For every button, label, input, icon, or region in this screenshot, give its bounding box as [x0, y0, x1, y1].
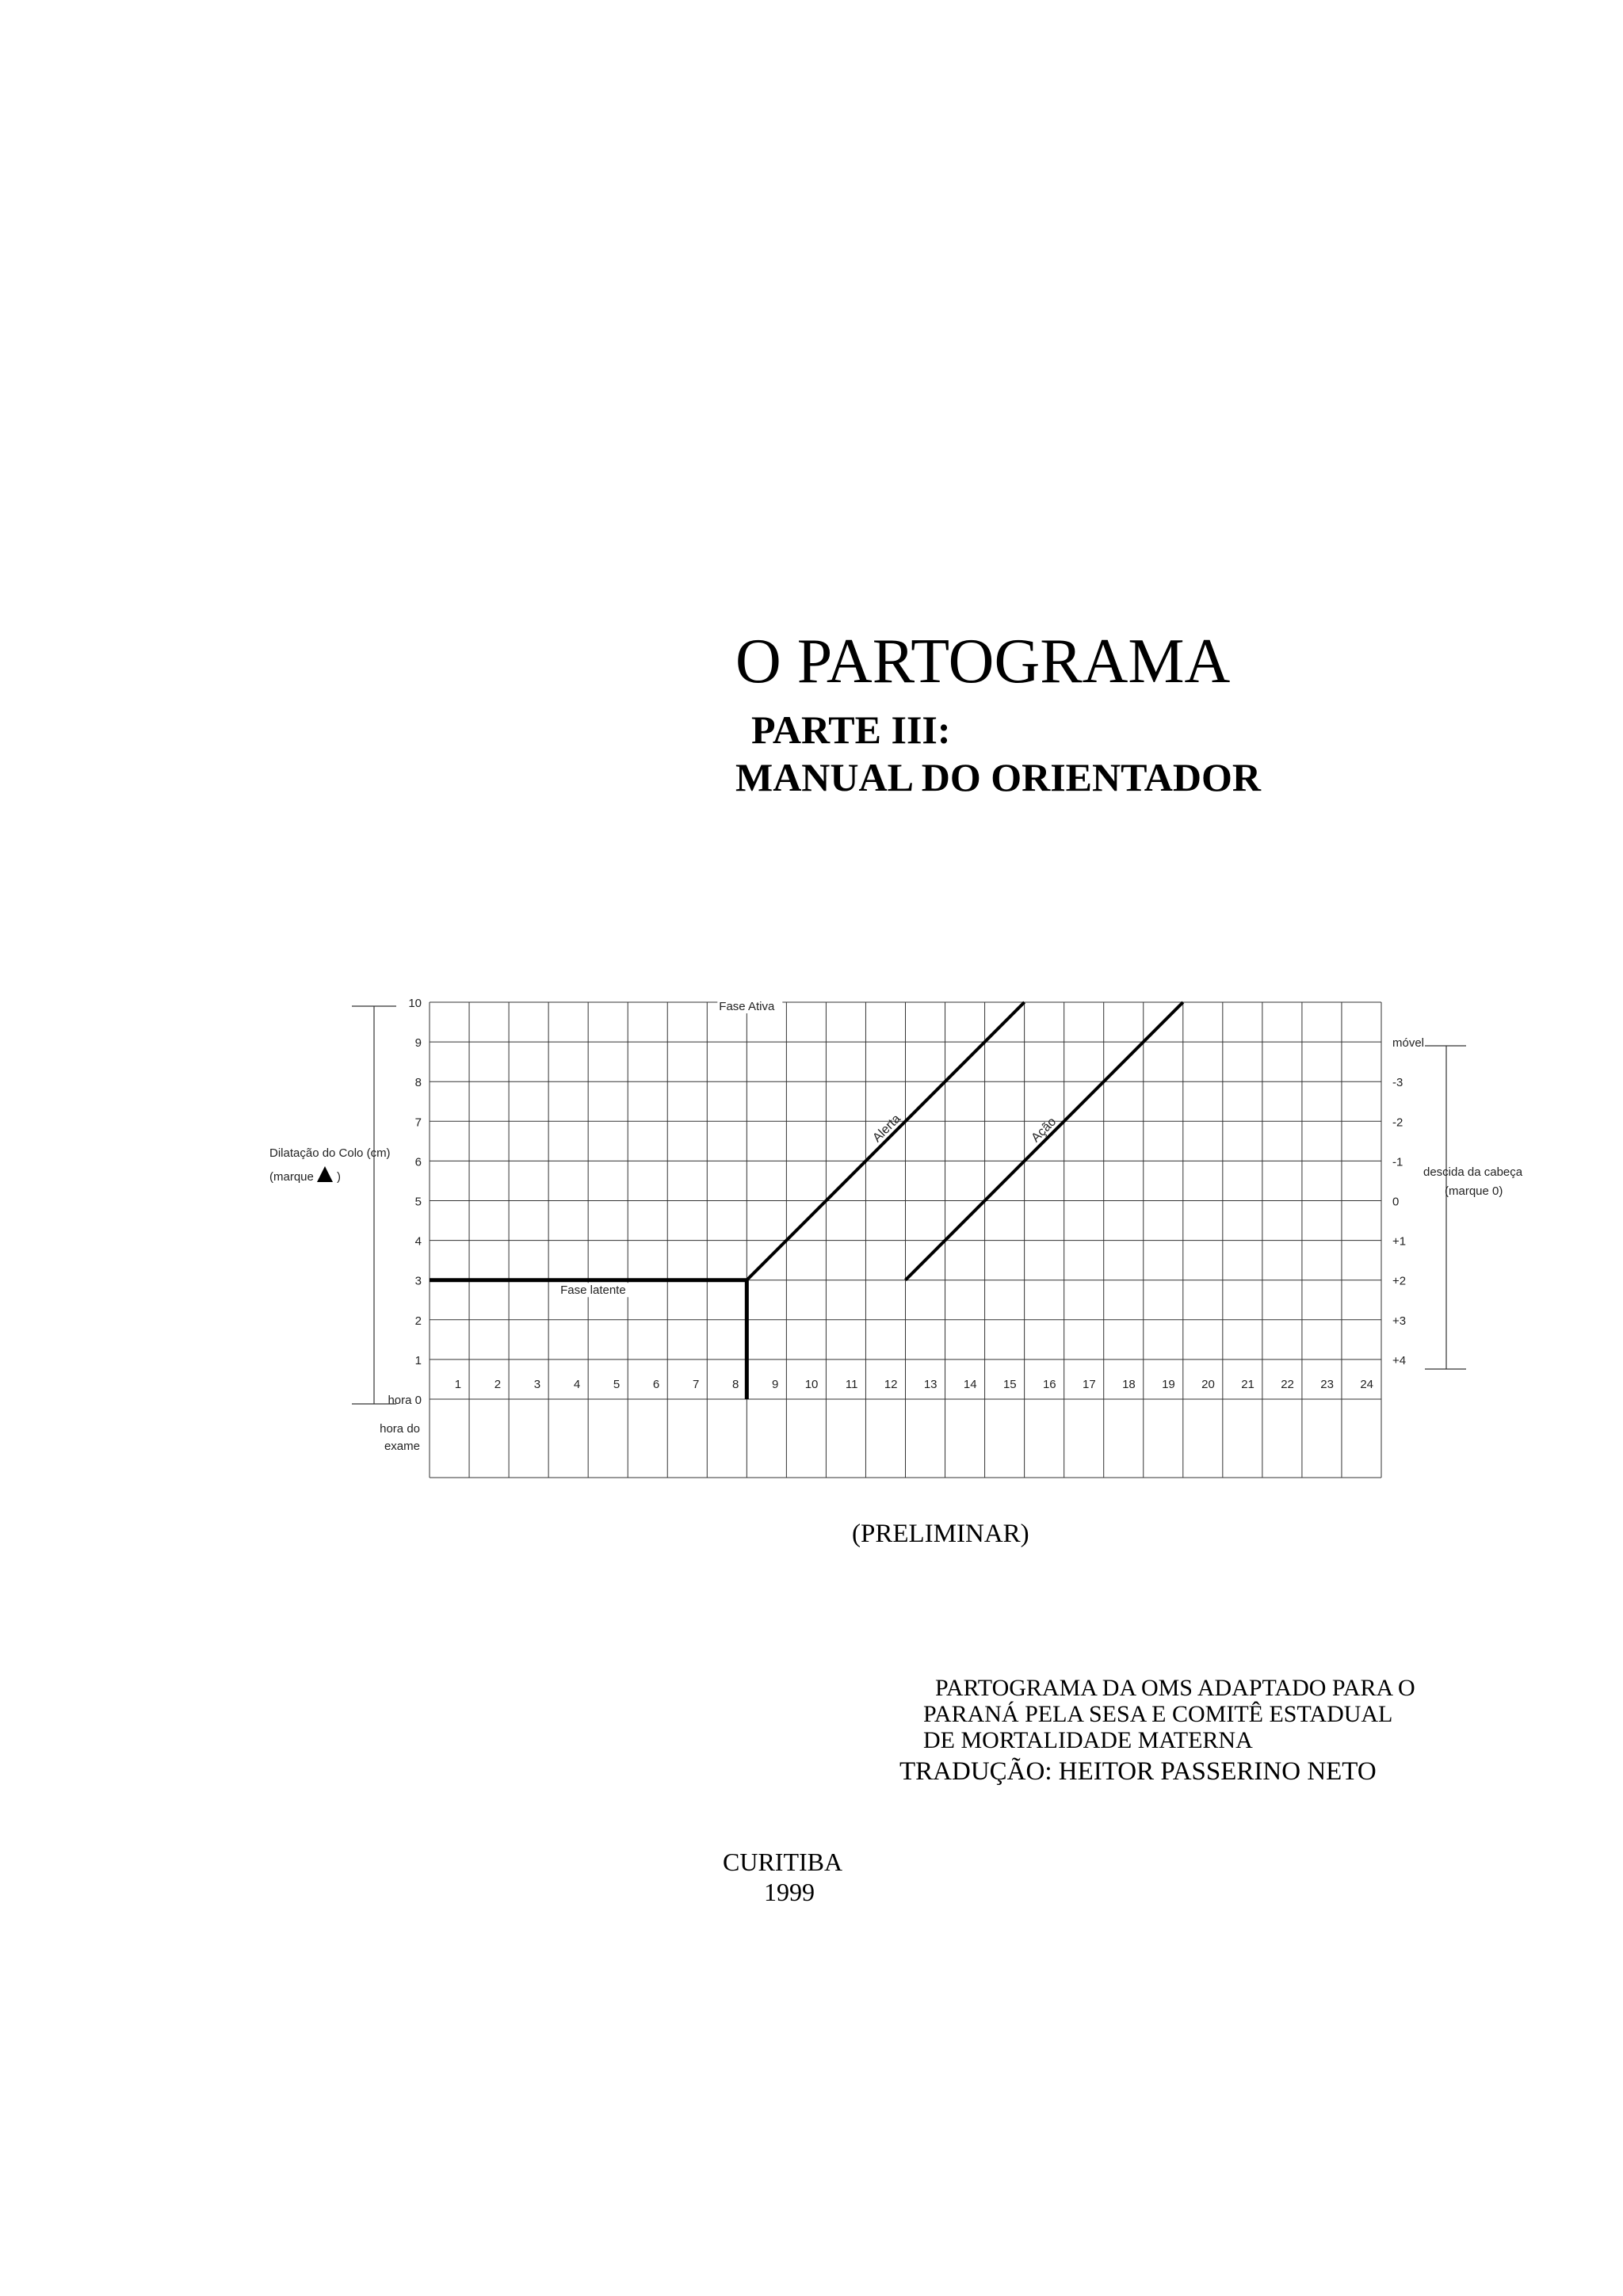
x-tick-label: 2 — [494, 1377, 502, 1391]
document-subtitle-part: PARTE III: — [751, 707, 951, 752]
city: CURITIBA — [723, 1848, 843, 1876]
x-tick-label: 15 — [1002, 1377, 1017, 1391]
credit-line-2: PARANÁ PELA SESA E COMITÊ ESTADUAL — [923, 1701, 1393, 1727]
y-tick-label-left: 3 — [414, 1274, 422, 1288]
series-line-acao — [906, 1002, 1183, 1280]
y-tick-label-left: 2 — [414, 1314, 422, 1328]
y-tick-label-right: +3 — [1392, 1314, 1407, 1328]
y-tick-label-left: 7 — [414, 1116, 422, 1130]
y-tick-label-right: -3 — [1392, 1076, 1403, 1090]
x-tick-label: 22 — [1281, 1377, 1294, 1391]
y-axis-label-left: Dilatação do Colo (cm) — [269, 1146, 391, 1160]
y-tick-label-right: 0 — [1392, 1195, 1400, 1209]
x-tick-label: 20 — [1201, 1377, 1215, 1391]
y-tick-label-left: 10 — [408, 997, 422, 1010]
y-tick-label-left: 9 — [414, 1036, 422, 1051]
credit-line-1: PARTOGRAMA DA OMS ADAPTADO PARA O — [935, 1675, 1415, 1701]
x-tick-label: 11 — [845, 1377, 858, 1391]
x-tick-label: 1 — [454, 1377, 462, 1391]
y-tick-label-left: 1 — [414, 1353, 422, 1367]
triangle-marker-icon — [317, 1166, 333, 1182]
x-tick-label: 3 — [533, 1377, 541, 1391]
annotation-label: Fase Ativa — [719, 1000, 775, 1014]
year: 1999 — [764, 1878, 815, 1906]
x-tick-label: 4 — [573, 1377, 581, 1391]
x-tick-label: 9 — [772, 1377, 779, 1391]
x-zero-label: hora 0 — [388, 1394, 422, 1407]
x-tick-label: 10 — [804, 1377, 819, 1391]
x-tick-label: 5 — [613, 1377, 621, 1391]
x-tick-label: 6 — [652, 1377, 660, 1391]
x-tick-label: 8 — [731, 1377, 739, 1391]
y-tick-label-right: +4 — [1392, 1353, 1407, 1367]
y-tick-label-left: 6 — [414, 1155, 422, 1169]
x-tick-label: 18 — [1122, 1377, 1136, 1391]
x-tick-label: 21 — [1241, 1377, 1254, 1391]
x-row-label: hora do — [380, 1422, 420, 1436]
document-subtitle-manual: MANUAL DO ORIENTADOR — [735, 755, 1261, 799]
series-line-alerta — [747, 1002, 1024, 1280]
x-tick-label: 13 — [923, 1377, 938, 1391]
x-tick-label: 12 — [884, 1377, 898, 1391]
y-tick-label-right: -2 — [1392, 1116, 1403, 1130]
y-tick-label-left: 8 — [414, 1076, 422, 1090]
document-title: O PARTOGRAMA — [735, 627, 1231, 696]
chart-tick-labels — [388, 997, 1424, 1407]
credit-line-3: DE MORTALIDADE MATERNA — [923, 1727, 1253, 1753]
x-tick-label: 16 — [1042, 1377, 1056, 1391]
credit-translator: TRADUÇÃO: HEITOR PASSERINO NETO — [899, 1757, 1377, 1786]
y-axis-label-left-note-end: ) — [337, 1170, 341, 1184]
y-tick-label-left: 4 — [414, 1234, 422, 1249]
y-tick-label-right: +2 — [1392, 1274, 1407, 1288]
y-axis-label-right-note: (marque 0) — [1445, 1184, 1503, 1198]
x-row-label: exame — [384, 1440, 420, 1453]
x-tick-label: 14 — [963, 1377, 977, 1391]
series-label: Ação — [1029, 1115, 1060, 1146]
y-tick-label-right: -1 — [1392, 1155, 1403, 1169]
x-tick-label: 7 — [692, 1377, 700, 1391]
y-axis-label-left-note: (marque — [269, 1170, 314, 1184]
x-tick-label: 17 — [1083, 1377, 1096, 1391]
annotation-label: Fase latente — [560, 1283, 626, 1298]
y-tick-label-right: +1 — [1392, 1234, 1407, 1249]
series-label: Alerta — [870, 1112, 903, 1146]
chart-grid — [430, 1002, 1381, 1478]
y-tick-label-right: móvel — [1392, 1036, 1425, 1051]
preliminary-note: (PRELIMINAR) — [852, 1520, 1029, 1548]
y-axis-label-right: descida da cabeça — [1423, 1165, 1523, 1179]
y-tick-label-left: 5 — [414, 1195, 422, 1209]
x-tick-label: 23 — [1320, 1377, 1334, 1391]
x-tick-label: 24 — [1360, 1377, 1373, 1391]
x-tick-label: 19 — [1162, 1377, 1175, 1391]
